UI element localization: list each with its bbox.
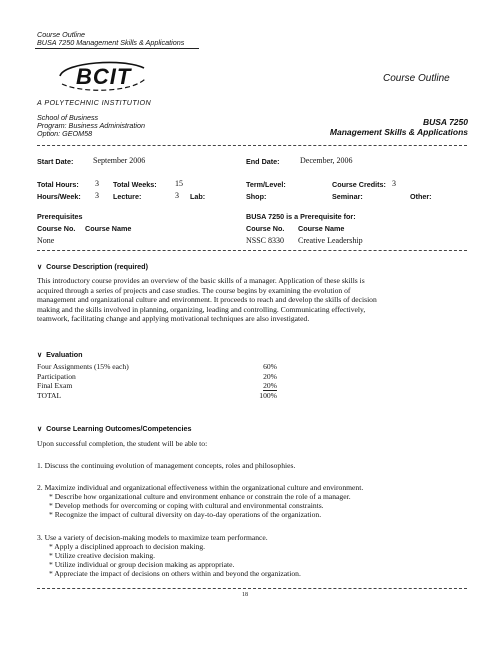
bullet-icon: *: [49, 492, 55, 501]
option-name: Option: GEOM58: [37, 129, 93, 138]
section-divider: [37, 250, 467, 251]
outcome-subitem: [49, 501, 324, 510]
start-date-label: Start Date:: [37, 157, 74, 166]
outcome-subitem: [49, 542, 205, 551]
evaluation-item: TOTAL: [37, 390, 62, 400]
total-weeks-label: Total Weeks:: [113, 180, 157, 189]
evaluation-row: [37, 372, 277, 382]
school-name: School of Business: [37, 113, 99, 122]
hours-week-value: 3: [95, 191, 99, 200]
prereq-course-name-label: Course Name: [85, 224, 132, 233]
total-hours-value: 3: [95, 179, 99, 188]
prereq-course-no-label: Course No.: [37, 224, 76, 233]
running-header-course: BUSA 7250 Management Skills & Applications: [37, 38, 185, 47]
outcome-subitem-text: Utilize individual or group decision making as appropriate.: [54, 560, 235, 569]
outcome-subitem: [49, 510, 321, 519]
course-credits-value: 3: [392, 179, 396, 188]
evaluation-item: Participation: [37, 371, 76, 381]
header-rule: [35, 48, 199, 49]
evaluation-heading: [37, 350, 82, 359]
description-line: making and the skills involved in planning, organizing, leading and controlling. Communicating effectively,: [37, 304, 366, 314]
section-divider: [37, 145, 467, 146]
bullet-icon: *: [49, 542, 55, 551]
shop-label: Shop:: [246, 192, 267, 201]
outcomes-heading: [37, 424, 192, 433]
bcit-logo: [54, 56, 150, 96]
outcome-subitem: [49, 569, 301, 578]
evaluation-weight: 100%: [259, 390, 277, 400]
evaluation-weight: 60%: [263, 362, 277, 371]
description-heading: [37, 262, 148, 271]
description-line: acquired through a series of projects and case studies. The course begins by examining the evolution of: [37, 285, 351, 295]
outcome-item: 3. Use a variety of decision-making models to maximize team performance.: [37, 533, 268, 542]
outcome-subitem: [49, 560, 234, 569]
bullet-icon: *: [49, 510, 55, 519]
outcomes-intro: Upon successful completion, the student will be able to:: [37, 439, 208, 448]
end-date-label: End Date:: [246, 157, 280, 166]
bullet-icon: *: [49, 551, 55, 560]
course-title: Management Skills & Applications: [329, 127, 468, 137]
bullet-icon: *: [49, 560, 55, 569]
outcome-subitem: [49, 551, 155, 560]
evaluation-row: [37, 362, 277, 372]
running-header-title: Course Outline: [37, 30, 85, 39]
document-type: Course Outline: [383, 73, 450, 84]
prereq-for-course-no-label: Course No.: [246, 224, 285, 233]
outcome-subitem-text: Recognize the impact of cultural diversity on day-to-day operations of the organization.: [54, 510, 322, 519]
prereq-course-no-value: None: [37, 236, 55, 245]
evaluation-table: [37, 362, 277, 400]
prereq-for-heading: BUSA 7250 is a Prerequisite for:: [246, 212, 356, 221]
outcome-subitem-text: Describe how organizational culture and environment enhance or constrain the role of a manager.: [54, 492, 351, 501]
course-credits-label: Course Credits:: [332, 180, 386, 189]
outcome-item: 1. Discuss the continuing evolution of management concepts, roles and philosophies.: [37, 461, 296, 470]
end-date-value: December, 2006: [300, 156, 353, 165]
hours-week-label: Hours/Week:: [37, 192, 81, 201]
section-bullet-icon: ∨: [37, 352, 43, 359]
footer-rule: [37, 588, 467, 589]
evaluation-item: Four Assignments (15% each): [37, 362, 129, 371]
lecture-label: Lecture:: [113, 192, 142, 201]
prerequisites-heading: Prerequisites: [37, 212, 83, 221]
outcomes-heading-text: Course Learning Outcomes/Competencies: [46, 424, 192, 433]
bullet-icon: *: [49, 501, 55, 510]
term-level-label: Term/Level:: [246, 180, 286, 189]
program-name: Program: Business Administration: [37, 121, 145, 130]
evaluation-row: [37, 391, 277, 401]
outcome-item: 2. Maximize individual and organizational effectiveness within the organizational culture and environment.: [37, 483, 364, 492]
prereq-for-course-name-label: Course Name: [298, 224, 345, 233]
logo-text: BCIT: [76, 64, 132, 89]
total-weeks-value: 15: [175, 179, 183, 188]
other-label: Other:: [410, 192, 432, 201]
description-body: [37, 276, 477, 324]
outcome-subitem-text: Utilize creative decision making.: [54, 551, 156, 560]
description-line: This introductory course provides an overview of the basic skills of a manager. Application of these skills is: [37, 276, 365, 285]
evaluation-row: [37, 381, 277, 391]
seminar-label: Seminar:: [332, 192, 363, 201]
prereq-for-course-no-value: NSSC 8330: [246, 236, 285, 245]
page-number: 18: [242, 592, 248, 598]
lecture-value: 3: [175, 191, 179, 200]
description-line: teamwork, facilitating change and applying motivational techniques are also investigated.: [37, 314, 310, 324]
course-code: BUSA 7250: [422, 117, 468, 127]
evaluation-weight: 20%: [263, 371, 277, 381]
outcome-subitem: [49, 492, 351, 501]
total-hours-label: Total Hours:: [37, 180, 79, 189]
lab-label: Lab:: [190, 192, 206, 201]
description-line: management and organizational culture and environment. It proceeds to reach and develop the skills of decision: [37, 295, 377, 305]
start-date-value: September 2006: [93, 156, 146, 165]
outcome-subitem-text: Apply a disciplined approach to decision making.: [54, 542, 206, 551]
outcome-subitem-text: Develop methods for overcoming or coping with cultural and environmental constraints.: [54, 501, 324, 510]
bullet-icon: *: [49, 569, 55, 578]
outcome-subitem-text: Appreciate the impact of decisions on others within and beyond the organization.: [54, 569, 301, 578]
evaluation-item: Final Exam: [37, 381, 73, 391]
section-bullet-icon: ∨: [37, 264, 43, 271]
description-heading-text: Course Description (required): [46, 262, 148, 271]
evaluation-heading-text: Evaluation: [46, 350, 83, 359]
logo-tagline: A POLYTECHNIC INSTITUTION: [37, 98, 152, 107]
prereq-for-course-name-value: Creative Leadership: [298, 236, 363, 245]
evaluation-weight: 20%: [263, 381, 277, 391]
section-bullet-icon: ∨: [37, 426, 43, 433]
